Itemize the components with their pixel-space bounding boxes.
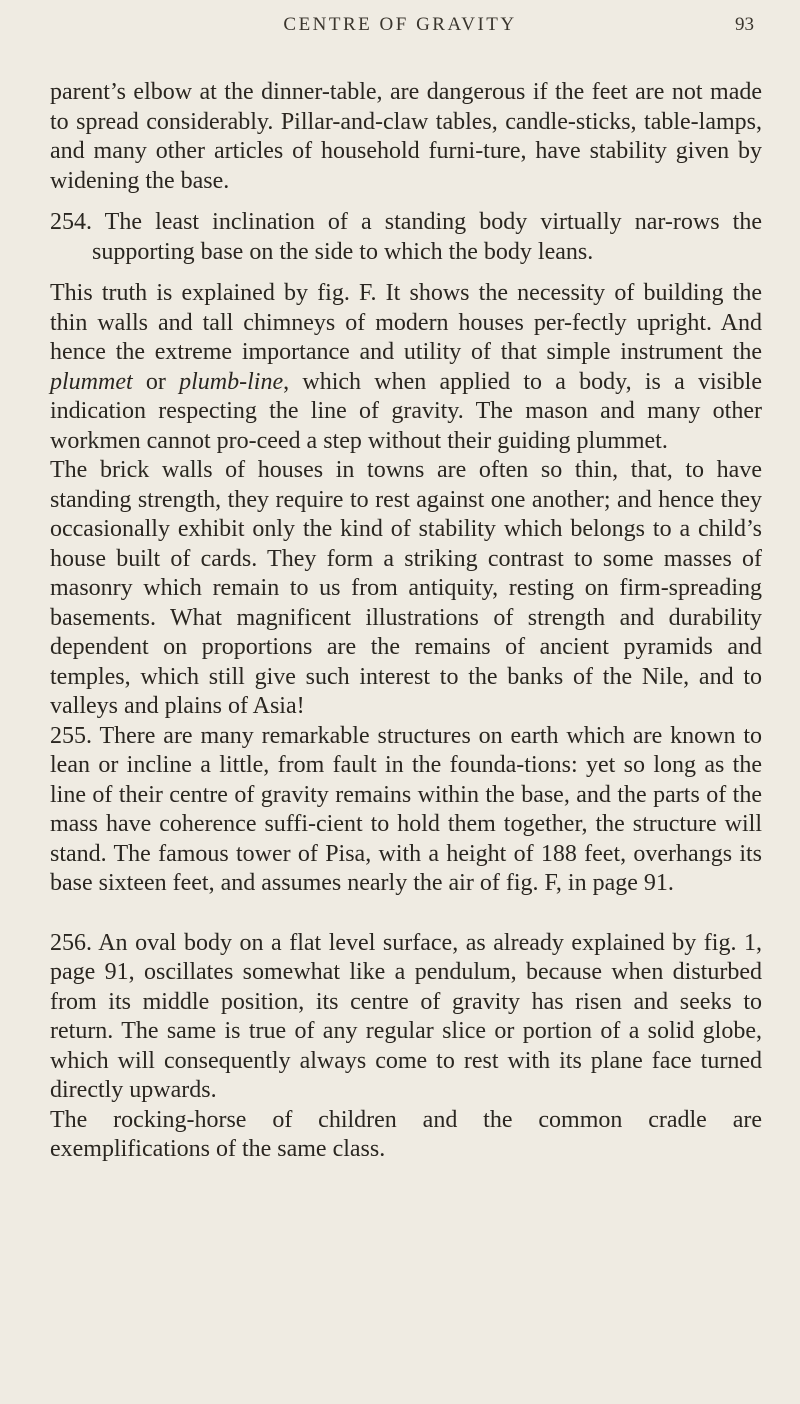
- body-text: [50, 78, 762, 1165]
- paragraph-brick-walls: The brick walls of houses in towns are often so thin, that, to have standing strength, they require to rest against one another; and hence they occasionally exhibit only the kind of stability which belongs to a child’s house built of cards. They form a striking contrast to some masses of masonry which remain to us from antiquity, resting on firm-spreading basements. What magnificent illustrations of strength and durability dependent on proportions are the remains of ancient pyramids and temples, which still give such interest to the banks of the Nile, and to valleys and plains of Asia!: [50, 457, 762, 719]
- term-plumb-line: plumb-line: [179, 368, 284, 395]
- page-number: 93: [735, 14, 754, 35]
- running-head-title: CENTRE OF GRAVITY: [283, 14, 517, 35]
- paragraph-254-rule: 254. The least inclination of a standing body virtually nar-rows the supporting base on the side to which the body leans.: [50, 209, 762, 265]
- paragraph-256: 256. An oval body on a flat level surface, as already explained by fig. 1, page 91, oscillates somewhat like a pendulum, because when disturbed from its middle position, its centre of gravity has risen and seeks to return. The same is true of any regular slice or portion of a solid globe, which will consequently always come to rest with its plane face turned directly upwards.: [50, 929, 762, 1103]
- paragraph-254-text-a: This truth is explained by fig. F. It shows the necessity of building the thin walls and tall chimneys of modern houses per-fectly upright. And hence the extreme importance and utility of that simple instrument the: [50, 280, 762, 365]
- paragraph-continuation: parent’s elbow at the dinner-table, are dangerous if the feet are not made to spread considerably. Pillar-and-claw tables, candle-sticks, table-lamps, and many other articles of household furni-ture, have stability given by widening the base.: [50, 79, 762, 194]
- paragraph-rocking-horse: The rocking-horse of children and the common cradle are exemplifications of the same class.: [50, 1106, 762, 1162]
- paragraph-254-explanation: [50, 279, 762, 456]
- term-plummet: plummet: [50, 368, 133, 395]
- paragraph-255: 255. There are many remarkable structures on earth which are known to lean or incline a little, from fault in the founda-tions: yet so long as the line of their centre of gravity remains within the base, and the parts of the mass have coherence suffi-cient to hold them together, the structure will stand. The famous tower of Pisa, with a height of 188 feet, overhangs its base sixteen feet, and assumes nearly the air of fig. F, in page 91.: [50, 722, 762, 896]
- running-head: [0, 0, 800, 60]
- paragraph-254-text-c: , which when applied to a body, is a visible indication respecting the line of gravity. The mason and many other workmen cannot pro-ceed a step without their guiding plummet.: [50, 368, 762, 454]
- paragraph-254-text-b: or: [132, 368, 180, 395]
